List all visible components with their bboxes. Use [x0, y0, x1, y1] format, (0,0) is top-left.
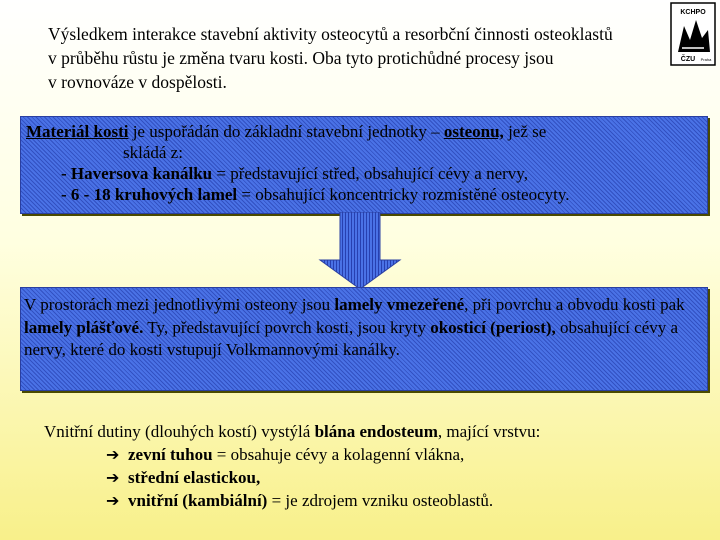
box2-text-3: Ty, představující povrch kosti, jsou kryty — [143, 317, 431, 337]
endosteum-intro — [44, 420, 704, 443]
osteon-box — [20, 116, 708, 214]
term-material: Materiál kosti — [26, 122, 129, 141]
list-item — [44, 489, 704, 512]
intro-line-3: v rovnováze v dospělosti. — [48, 72, 227, 92]
lamellae-text — [24, 294, 704, 362]
term-osteon: osteonu, — [443, 122, 504, 141]
haversian-canal-desc: = představující střed, obsahující cévy a nervy, — [212, 164, 528, 183]
layer-inner-desc: = je zdrojem vzniku osteoblastů. — [267, 491, 494, 510]
haversian-canal-label: - Haversova kanálku — [61, 164, 213, 183]
term-circumferential-lamellae: lamely plášťové. — [24, 317, 144, 337]
intro-line-2: v průběhu růstu je změna tvaru kosti. Oba tyto protichůdné procesy jsou — [48, 48, 554, 68]
arrow-right-icon: ➔ — [106, 468, 120, 487]
lamellae-desc: = obsahující koncentricky rozmístěné osteocyty. — [237, 185, 570, 204]
down-arrow-icon — [318, 212, 402, 290]
lamellae-box — [20, 287, 708, 391]
term-endosteum: blána endosteum — [314, 422, 438, 441]
logo-bottom-text: ČZU — [680, 56, 696, 63]
term-interstitial-lamellae: lamely vmezeřené — [334, 295, 465, 314]
box1-line-2: skládá z: — [123, 143, 183, 162]
box2-text-2: , při povrchu a obvodu kosti pak — [464, 295, 685, 314]
layer-outer-label: zevní tuhou — [128, 445, 213, 464]
term-periosteum: okosticí (periost), — [430, 317, 556, 337]
layer-inner-label: vnitřní (kambiální) — [128, 491, 268, 510]
box2-text-1: V prostorách mezi jednotlivými osteony jsou — [24, 295, 335, 314]
endosteum-text-2: , mající vrstvu: — [437, 422, 541, 441]
arrow-right-icon: ➔ — [106, 445, 120, 464]
university-logo — [670, 2, 716, 66]
list-item — [44, 466, 704, 489]
logo-bottom-small: Praha — [700, 57, 712, 62]
box1-text-2: jež se — [503, 122, 547, 141]
layer-outer-desc: = obsahuje cévy a kolagenní vlákna, — [212, 445, 465, 464]
osteon-text — [26, 121, 702, 205]
arrow-right-icon: ➔ — [106, 491, 120, 510]
logo-top-text: KCHPO — [680, 9, 706, 16]
list-item — [44, 443, 704, 466]
lamellae-label: - 6 - 18 kruhových lamel — [61, 185, 238, 204]
layer-middle-label: střední elastickou, — [128, 468, 261, 487]
endosteum-text-1: Vnitřní dutiny (dlouhých kostí) vystýlá — [44, 422, 315, 441]
box1-text-1: je uspořádán do základní stavební jednotky – — [128, 122, 444, 141]
endosteum-section — [44, 420, 704, 512]
box2-text-4: obsahující cévy a nervy, které do kosti vstupují Volkmannovými kanálky. — [24, 317, 679, 359]
intro-paragraph — [48, 22, 668, 94]
intro-line-1: Výsledkem interakce stavební aktivity osteocytů a resorbční činnosti osteoklastů — [48, 24, 613, 44]
